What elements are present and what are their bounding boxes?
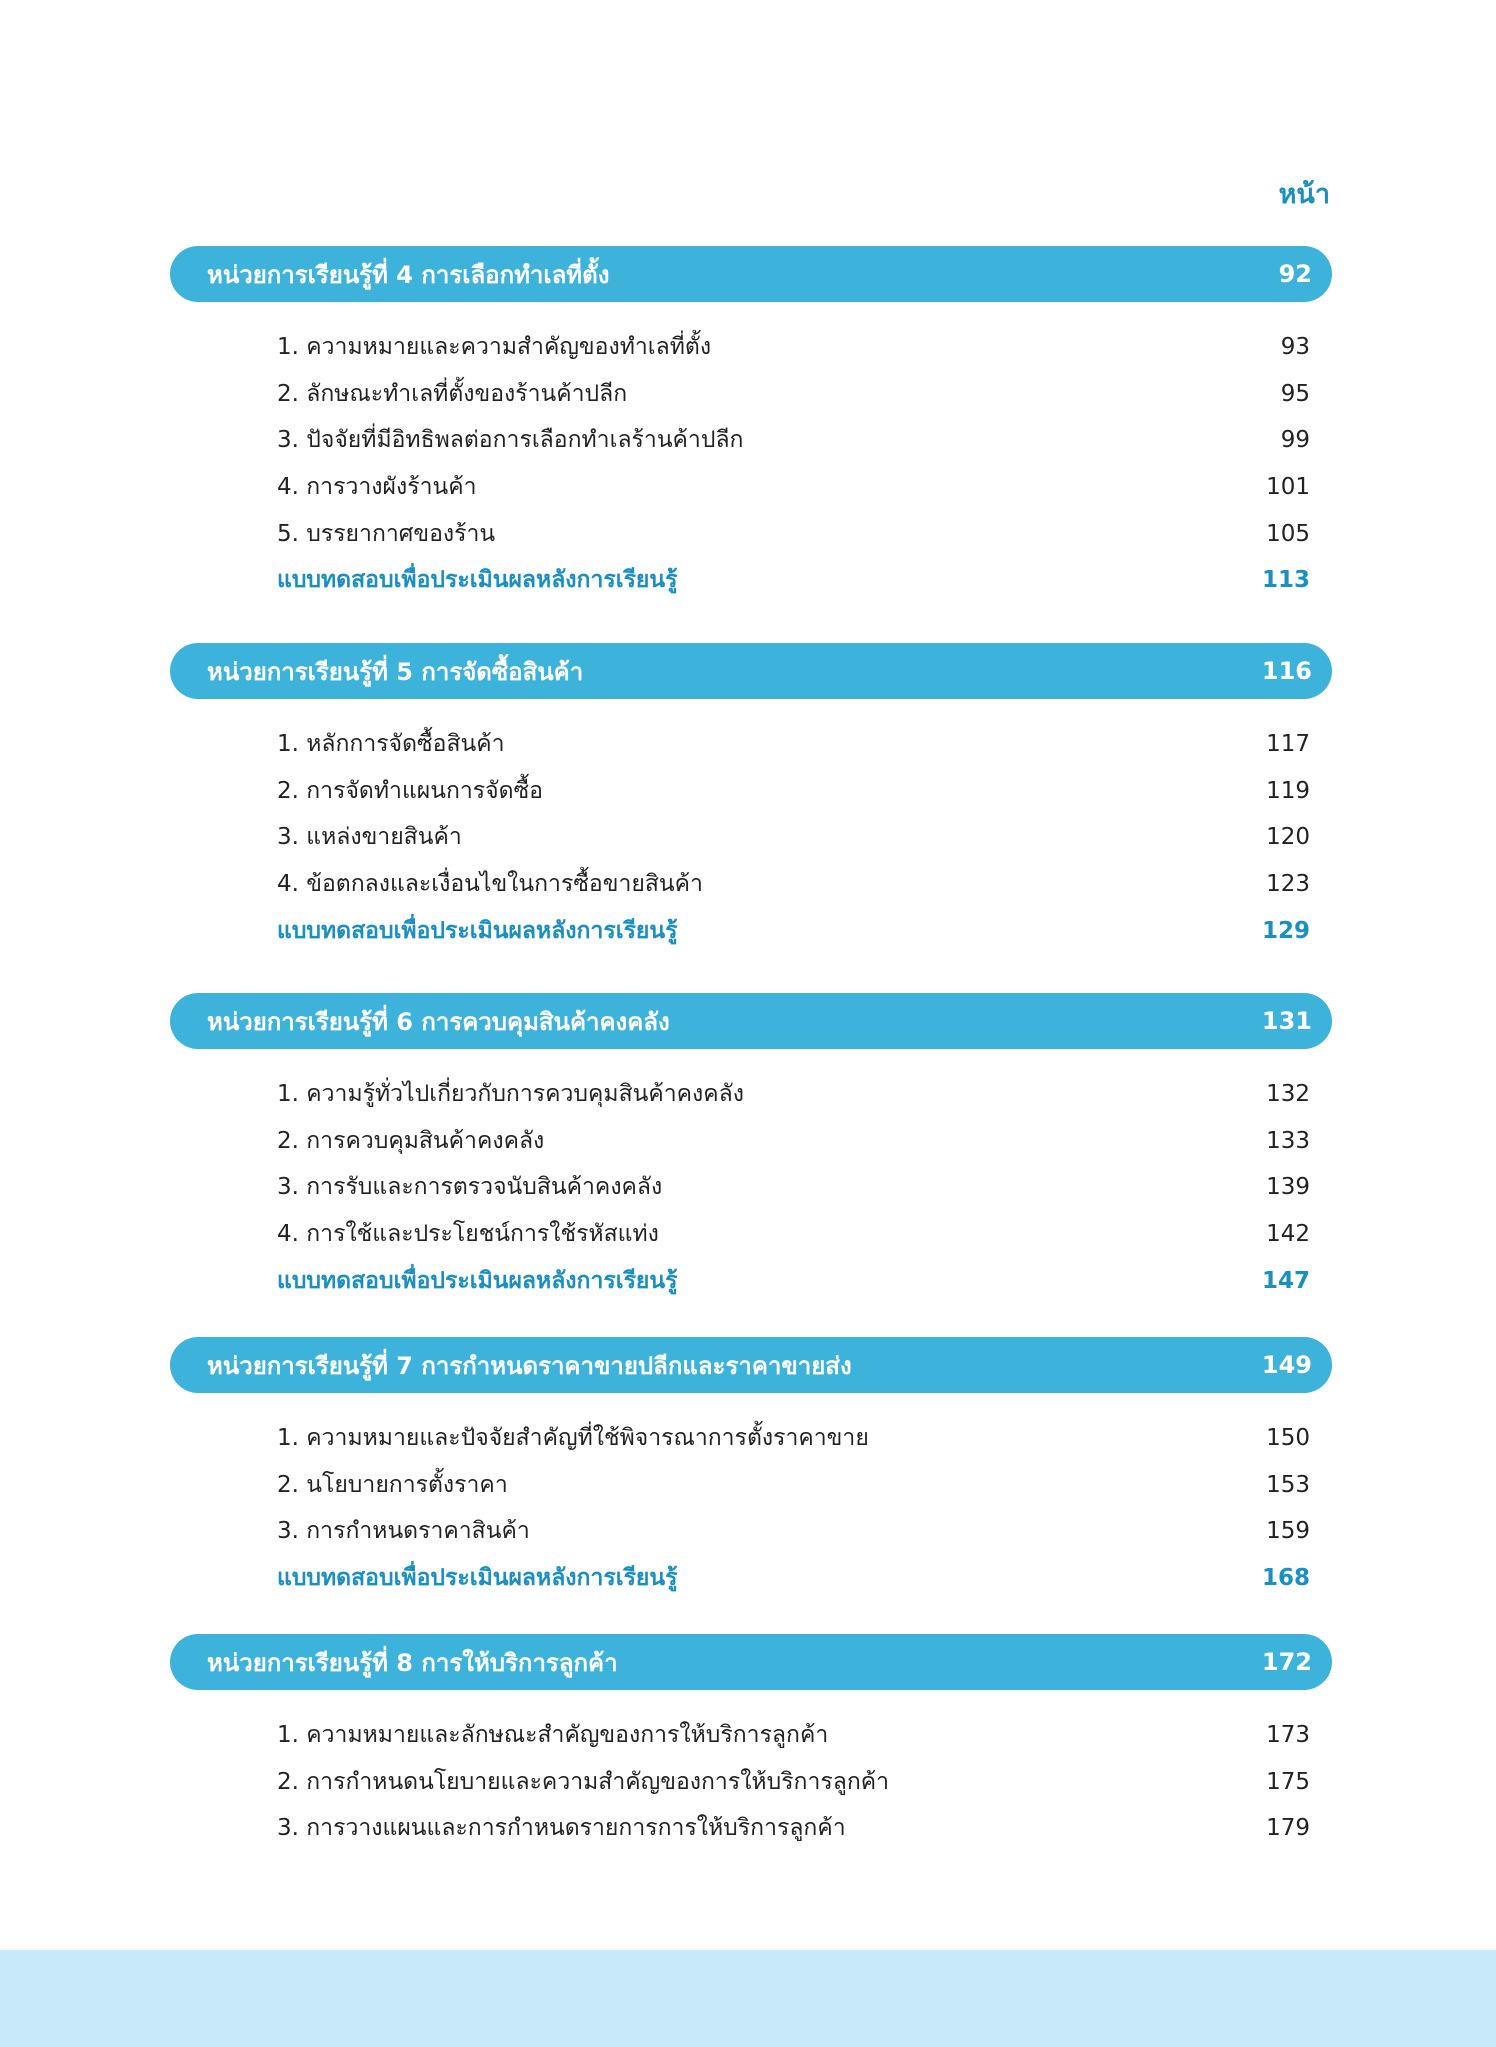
toc-item[interactable] [170, 510, 1332, 557]
unit-title: หน่วยการเรียนรู้ที่ 6 การควบคุมสินค้าคงคลัง [207, 1007, 670, 1036]
toc-item-page: 142 [1266, 1221, 1310, 1248]
toc-item-label: 4. การใช้และประโยชน์การใช้รหัสแท่ง [277, 1221, 659, 1248]
toc-item-page: 153 [1266, 1471, 1310, 1498]
toc-item[interactable] [170, 1415, 1332, 1462]
toc-item-label: 1. ความหมายและลักษณะสำคัญของการให้บริการลูกค้า [277, 1722, 829, 1749]
toc-item-label: 3. การรับและการตรวจนับสินค้าคงคลัง [277, 1174, 663, 1201]
toc-item[interactable] [170, 721, 1332, 768]
toc-item[interactable] [170, 1164, 1332, 1211]
unit-section-6 [170, 993, 1332, 1304]
unit-page-number: 149 [1261, 1351, 1312, 1379]
unit-section-7 [170, 1337, 1332, 1601]
toc-test-item[interactable] [170, 907, 1332, 954]
toc-item-page: 95 [1280, 380, 1310, 407]
toc-item[interactable] [170, 814, 1332, 861]
toc-item-page: 117 [1266, 731, 1310, 758]
toc-item-label: 4. ข้อตกลงและเงื่อนไขในการซื้อขายสินค้า [277, 871, 703, 898]
toc-item-page: 101 [1266, 474, 1310, 501]
toc-item-label: 2. ลักษณะทำเลที่ตั้งของร้านค้าปลีก [277, 380, 628, 407]
toc-item[interactable] [170, 1462, 1332, 1509]
toc-item[interactable] [170, 1712, 1332, 1759]
toc-item-label: 3. แหล่งขายสินค้า [277, 824, 462, 851]
unit-title: หน่วยการเรียนรู้ที่ 7 การกำหนดราคาขายปลีกและราคาขายส่ง [207, 1351, 852, 1380]
toc-test-item[interactable] [170, 1555, 1332, 1602]
toc-item[interactable] [170, 1071, 1332, 1118]
toc-item-label: 1. ความหมายและความสำคัญของทำเลที่ตั้ง [277, 334, 712, 361]
toc-item[interactable] [170, 1211, 1332, 1258]
toc-item-label: 3. การกำหนดราคาสินค้า [277, 1518, 530, 1545]
toc-item-label: 3. การวางแผนและการกำหนดรายการการให้บริการลูกค้า [277, 1815, 846, 1842]
unit-header-bar[interactable] [170, 993, 1332, 1049]
toc-item-label: 2. การควบคุมสินค้าคงคลัง [277, 1127, 545, 1154]
toc-item-label: 2. การจัดทำแผนการจัดซื้อ [277, 777, 543, 804]
toc-item[interactable] [170, 1759, 1332, 1806]
unit-header-bar[interactable] [170, 643, 1332, 699]
toc-item-page: 99 [1280, 427, 1310, 454]
toc-item-page: 93 [1280, 334, 1310, 361]
unit-title: หน่วยการเรียนรู้ที่ 4 การเลือกทำเลที่ตั้ง [207, 260, 610, 289]
toc-item-label: 4. การวางผังร้านค้า [277, 474, 477, 501]
unit-section-8 [170, 1634, 1332, 1852]
toc-item-page: 132 [1266, 1081, 1310, 1108]
toc-item-label: 2. การกำหนดนโยบายและความสำคัญของการให้บริการลูกค้า [277, 1768, 890, 1795]
toc-item-label: 1. ความรู้ทั่วไปเกี่ยวกับการควบคุมสินค้าคงคลัง [277, 1081, 744, 1108]
toc-item-label: 3. ปัจจัยที่มีอิทธิพลต่อการเลือกทำเลร้านค้าปลีก [277, 427, 744, 454]
toc-item[interactable] [170, 1805, 1332, 1852]
unit-title: หน่วยการเรียนรู้ที่ 5 การจัดซื้อสินค้า [207, 657, 584, 686]
toc-item-label: 1. หลักการจัดซื้อสินค้า [277, 731, 505, 758]
unit-page-number: 172 [1261, 1648, 1312, 1676]
toc-item[interactable] [170, 1118, 1332, 1165]
page-column-label: หน้า [1278, 179, 1330, 210]
toc-item-page: 133 [1266, 1127, 1310, 1154]
toc-test-item[interactable] [170, 557, 1332, 604]
test-label: แบบทดสอบเพื่อประเมินผลหลังการเรียนรู้ [277, 1267, 678, 1294]
unit-section-4 [170, 246, 1332, 604]
toc-item[interactable] [170, 324, 1332, 371]
test-page: 147 [1261, 1267, 1310, 1294]
toc-item-page: 119 [1266, 777, 1310, 804]
toc-item-page: 173 [1266, 1722, 1310, 1749]
footer-band [0, 1950, 1496, 2047]
toc-item[interactable] [170, 371, 1332, 418]
toc-item[interactable] [170, 1508, 1332, 1555]
unit-section-5 [170, 643, 1332, 954]
toc-item[interactable] [170, 768, 1332, 815]
unit-header-bar[interactable] [170, 246, 1332, 302]
test-label: แบบทดสอบเพื่อประเมินผลหลังการเรียนรู้ [277, 567, 678, 594]
toc-item-page: 179 [1266, 1815, 1310, 1842]
unit-page-number: 116 [1261, 657, 1312, 685]
unit-header-bar[interactable] [170, 1634, 1332, 1690]
toc-item-page: 105 [1266, 520, 1310, 547]
toc-item-page: 150 [1266, 1425, 1310, 1452]
unit-page-number: 92 [1278, 260, 1312, 288]
toc-test-item[interactable] [170, 1257, 1332, 1304]
toc-item-label: 5. บรรยากาศของร้าน [277, 520, 496, 547]
unit-header-bar[interactable] [170, 1337, 1332, 1393]
toc-item-page: 120 [1266, 824, 1310, 851]
toc-item-label: 1. ความหมายและปัจจัยสำคัญที่ใช้พิจารณาการตั้งราคาขาย [277, 1425, 869, 1452]
toc-item[interactable] [170, 861, 1332, 908]
test-label: แบบทดสอบเพื่อประเมินผลหลังการเรียนรู้ [277, 917, 678, 944]
toc-item-page: 175 [1266, 1768, 1310, 1795]
test-page: 168 [1261, 1565, 1310, 1592]
toc-item-page: 139 [1266, 1174, 1310, 1201]
test-page: 113 [1261, 567, 1310, 594]
toc-item[interactable] [170, 417, 1332, 464]
unit-title: หน่วยการเรียนรู้ที่ 8 การให้บริการลูกค้า [207, 1648, 618, 1677]
toc-item[interactable] [170, 464, 1332, 511]
toc-item-page: 159 [1266, 1518, 1310, 1545]
toc-item-page: 123 [1266, 871, 1310, 898]
unit-page-number: 131 [1261, 1007, 1312, 1035]
test-label: แบบทดสอบเพื่อประเมินผลหลังการเรียนรู้ [277, 1565, 678, 1592]
toc-item-label: 2. นโยบายการตั้งราคา [277, 1471, 508, 1498]
test-page: 129 [1261, 917, 1310, 944]
